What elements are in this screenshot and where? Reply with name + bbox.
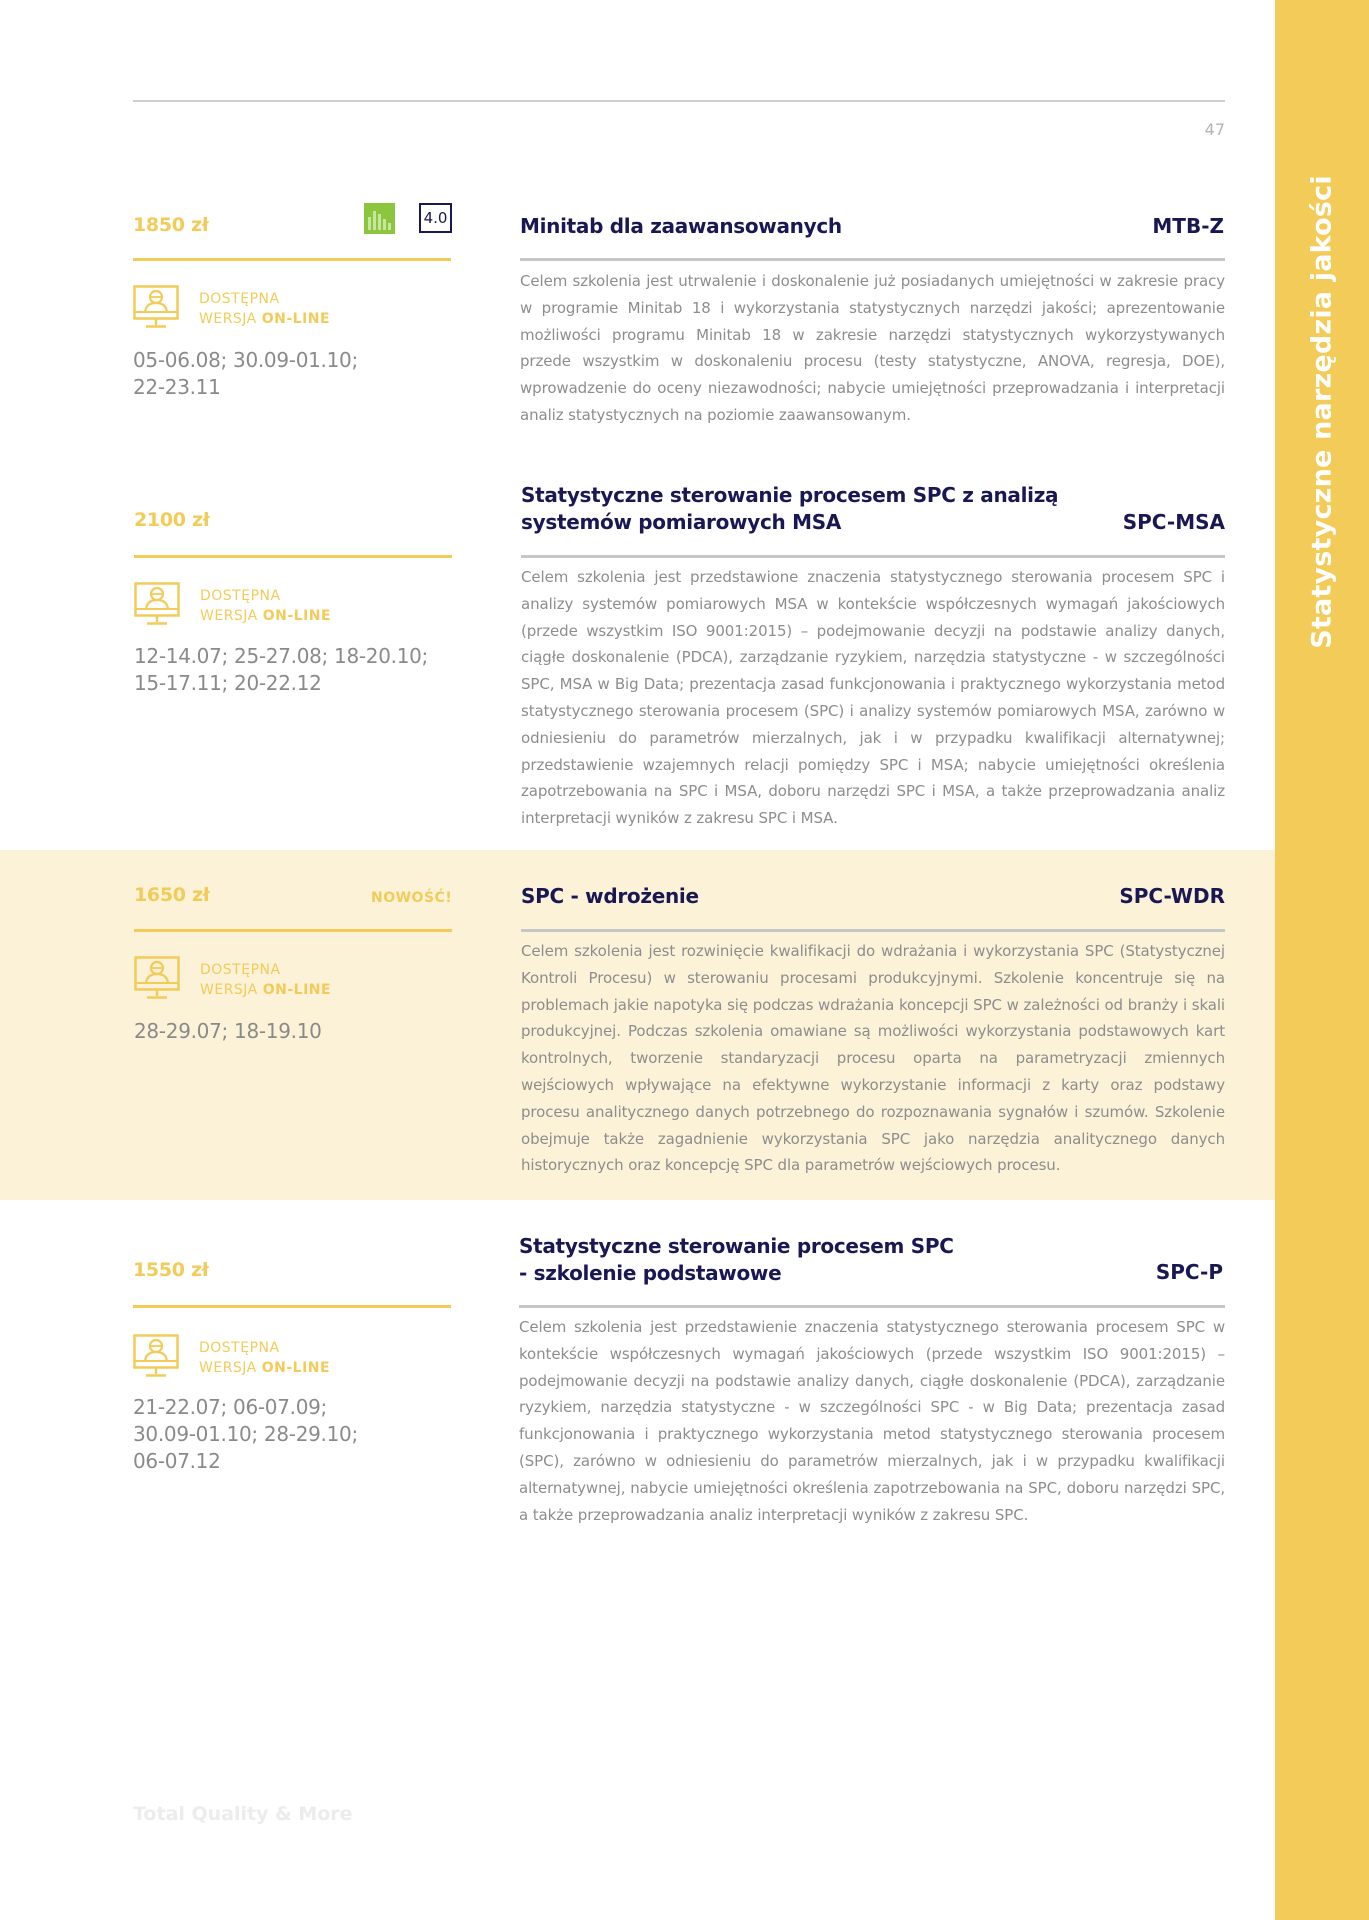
monitor-user-icon <box>133 285 179 329</box>
course-dates: 12-14.07; 25-27.08; 18-20.10; 15-17.11; 20-22.12 <box>134 644 428 695</box>
course-code: SPC-MSA <box>1122 510 1225 534</box>
course-description: Celem szkolenia jest przedstawione znaczenia statystycznego sterowania procesem SPC i analizy systemów pomiarowych MSA w kontekście współczesnych wymagań jakościowych (przede wszystkim ISO 9001:2015) – podejmowanie decyzji na podstawie analizy danych, ciągłe doskonalenie (PDCA), zarządzanie ryzykiem, narzędzia statystyczne - w szczególności SPC, MSA w Big Data; prezentacja zasad funkcjonowania i praktycznego wykorzystania metod statystycznego sterowania procesem (SPC) i analizy systemów pomiarowych MSA, zarówno w odniesieniu do parametrów mierzalnych, jak i w przypadku kwalifikacji alternatywnej; przedstawienie wzajemnych relacji pomiędzy SPC i MSA; nabycie umiejętności określenia zapotrzebowania na SPC i MSA, doboru narzędzi SPC i MSA, a także przeprowadzania analiz interpretacji wyników z zakresu SPC i MSA. <box>521 568 1225 828</box>
course-code: SPC-WDR <box>1119 884 1225 908</box>
price-divider <box>133 1305 451 1308</box>
price-divider <box>133 258 451 261</box>
course-description: Celem szkolenia jest utrwalenie i doskonalenie już posiadanych umiejętności w zakresie pracy w programie Minitab 18 i wykorzystania statystycznych narzędzi jakości; aprezentowanie możliwości programu Minitab 18 w zakresie narzędzi statystycznych wykorzystywanych przede wszystkim w doskonaleniu procesu (testy statystyczne, ANOVA, regresja, DOE), wprowadzenie do oceny niezawodności; nabycie umiejętności przeprowadzania i interpretacji analiz statystycznych na poziomie zaawansowanym. <box>520 272 1225 424</box>
online-label: DOSTĘPNA WERSJA ON-LINE <box>199 291 331 327</box>
new-badge: NOWOŚĆ! <box>371 890 453 906</box>
course-code: SPC-P <box>1155 1260 1223 1284</box>
top-divider <box>133 100 1225 102</box>
course-price: 1850 zł <box>133 214 209 236</box>
online-availability <box>133 1334 451 1378</box>
footer-brand: Total Quality & More <box>133 1803 353 1825</box>
category-sidebar <box>1275 0 1369 1920</box>
online-availability <box>134 956 452 1000</box>
price-divider <box>134 929 452 932</box>
page-number: 47 <box>1204 120 1225 139</box>
course-price: 1650 zł <box>134 884 210 906</box>
online-label: DOSTĘPNA WERSJA ON-LINE <box>200 588 332 624</box>
category-title: Statystyczne narzędzia jakości <box>1306 175 1338 649</box>
course-description: Celem szkolenia jest rozwinięcie kwalifikacji do wdrażania i wykorzystania SPC (Statystycznej Kontroli Procesu) w sterowaniu procesami produkcyjnymi. Szkolenie koncentruje się na problemach jakie napotyka się podczas wdrażania koncepcji SPC w zależności od branży i skali produkcyjnej. Podczas szkolenia omawiane są możliwości wykorzystania podstawowych kart kontrolnych, tworzenie standaryzacji procesu oparta na parametryzacji zmiennych wejściowych wpływające na efektywne wykorzystanie informacji z karty oraz podstawy procesu analitycznego danych potrzebnego do rozpoznawania sygnałów i szumów. Szkolenie obejmuje także zagadnienie wykorzystania SPC jako narzędzia analitycznego danych historycznych oraz koncepcję SPC dla parametrów wejściowych procesu. <box>521 942 1225 1175</box>
course-title: Minitab dla zaawansowanych <box>520 214 842 238</box>
course-code: MTB-Z <box>1152 214 1224 238</box>
course-price: 1550 zł <box>133 1259 209 1281</box>
course-dates: 05-06.08; 30.09-01.10; 22-23.11 <box>133 348 358 399</box>
course-title: SPC - wdrożenie <box>521 884 699 908</box>
online-availability <box>133 285 451 329</box>
monitor-user-icon <box>134 956 180 1000</box>
price-divider <box>134 555 452 558</box>
online-availability <box>134 582 452 626</box>
course-dates: 28-29.07; 18-19.10 <box>134 1019 322 1043</box>
course-description: Celem szkolenia jest przedstawienie znaczenia statystycznego sterowania procesem SPC w kontekście współczesnych wymagań jakościowych (przede wszystkim ISO 9001:2015) – podejmowanie decyzji na podstawie analizy danych, ciągłe doskonalenie (PDCA), zarządzanie ryzykiem, narzędzia statystyczne - w szczególności SPC - w Big Data; prezentacja zasad funkcjonowania i praktycznego wykorzystania metod statystycznego sterowania procesem (SPC), zarówno w odniesieniu do parametrów mierzalnych, jak i w przypadku kwalifikacji alternatywnej, nabycie umiejętności określenia zapotrzebowania na SPC, doboru narzędzi SPC, a także przeprowadzania analiz interpretacji wyników z zakresu SPC. <box>519 1318 1225 1524</box>
industry-4-0-icon: 4.0 <box>419 203 452 233</box>
title-divider <box>520 258 1225 261</box>
course-price: 2100 zł <box>134 509 210 531</box>
title-divider <box>521 555 1225 558</box>
title-divider <box>521 929 1225 932</box>
online-label: DOSTĘPNA WERSJA ON-LINE <box>200 962 332 998</box>
monitor-user-icon <box>134 582 180 626</box>
course-dates: 21-22.07; 06-07.09; 30.09-01.10; 28-29.10; 06-07.12 <box>133 1395 358 1473</box>
course-title: Statystyczne sterowanie procesem SPC - szkolenie podstawowe <box>519 1234 954 1285</box>
course-title: Statystyczne sterowanie procesem SPC z analizą systemów pomiarowych MSA <box>521 483 1059 534</box>
online-label: DOSTĘPNA WERSJA ON-LINE <box>199 1340 331 1376</box>
minitab-chart-icon <box>364 203 395 234</box>
monitor-user-icon <box>133 1334 179 1378</box>
title-divider <box>519 1305 1225 1308</box>
